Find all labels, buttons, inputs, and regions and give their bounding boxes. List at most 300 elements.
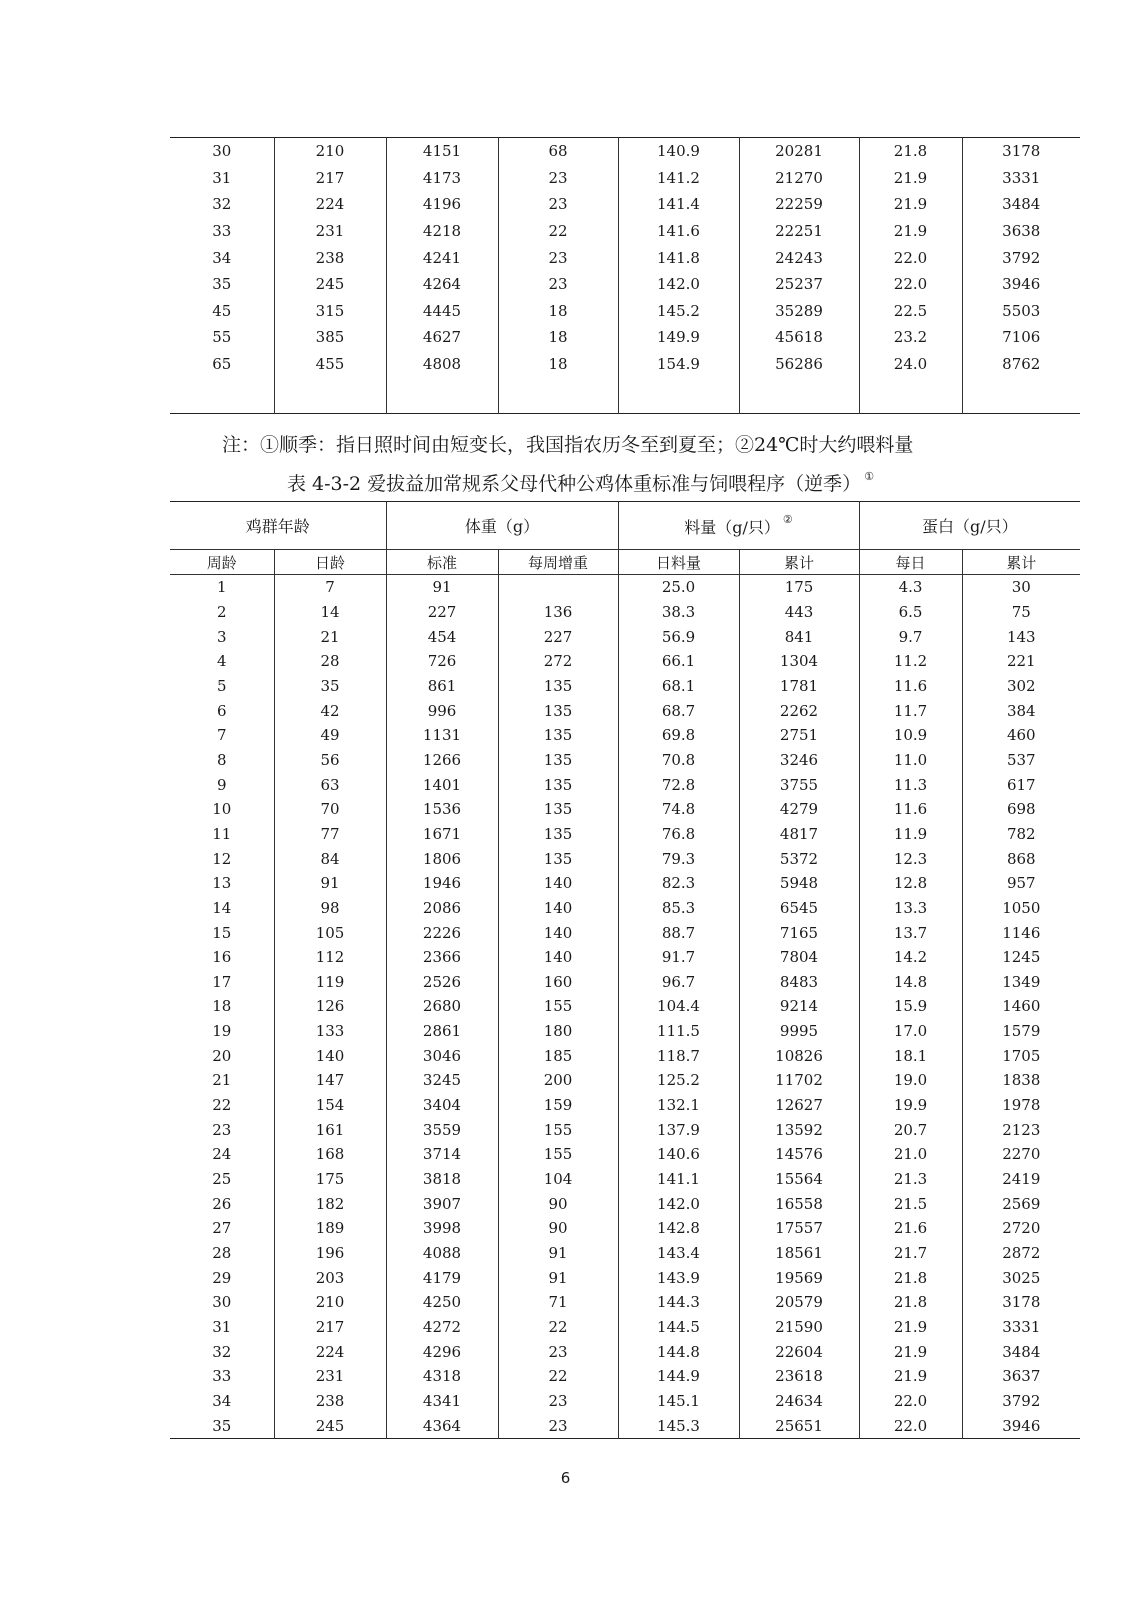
table-cell: 238 [274,1389,386,1414]
table-cell: 2680 [386,994,498,1019]
table-row [170,218,1080,245]
table-cell: 217 [274,165,386,192]
table-cell: 84 [274,846,386,871]
table-cell: 3245 [386,1068,498,1093]
table-cell: 28 [170,1241,274,1266]
table-cell: 245 [274,1413,386,1438]
table-cell: 861 [386,674,498,699]
table-row [170,896,1080,921]
table-cell: 28 [274,649,386,674]
table-cell: 16 [170,945,274,970]
table-cell: 3404 [386,1093,498,1118]
table-cell: 7 [170,723,274,748]
table-cell: 10 [170,797,274,822]
table-cell: 21.9 [859,1315,962,1340]
rooster-weight-feeding-table-body [170,575,1080,1439]
table-cell: 2123 [1002,1120,1041,1139]
table-cell: 144.9 [618,1364,739,1389]
table-cell: 135 [498,797,618,822]
table-cell: 5 [170,674,274,699]
table-cell: 180 [498,1019,618,1044]
table-row [170,797,1080,822]
table-cell: 2226 [386,920,498,945]
table-cell: 5503 [1002,301,1041,320]
table-cell: 1266 [386,748,498,773]
table-cell: 315 [274,298,386,325]
table-cell: 76.8 [618,822,739,847]
table-cell: 74.8 [618,797,739,822]
table-row [170,723,1080,748]
table-cell: 69.8 [618,723,739,748]
table-cell: 25237 [739,271,859,298]
header-daily-feed: 日料量 [618,550,739,575]
table-cell: 221 [1006,652,1036,671]
table-cell: 4279 [739,797,859,822]
table-cell: 142.0 [618,1191,739,1216]
table-cell: 112 [274,945,386,970]
table-cell: 2861 [386,1019,498,1044]
table-cell: 66.1 [618,649,739,674]
table-cell: 1131 [386,723,498,748]
table-cell: 4264 [386,271,498,298]
table-cell: 1946 [386,871,498,896]
table-cell: 22259 [739,191,859,218]
header-feed-footnote-mark: ② [782,513,793,526]
table-cell: 3178 [1002,142,1041,161]
table-cell: 79.3 [618,846,739,871]
table-cell: 203 [274,1265,386,1290]
table-cell: 4196 [386,191,498,218]
table-cell: 4151 [386,138,498,165]
table-cell: 4296 [386,1339,498,1364]
table-row [170,298,1080,325]
table-cell: 384 [1006,701,1036,720]
table-cell: 217 [274,1315,386,1340]
table-cell: 35 [274,674,386,699]
table-row [170,748,1080,773]
table-cell: 10826 [739,1043,859,1068]
table-cell: 144.8 [618,1339,739,1364]
table-cell: 224 [274,191,386,218]
table-cell: 4088 [386,1241,498,1266]
table-cell: 10.9 [859,723,962,748]
table-cell: 12627 [739,1093,859,1118]
table-cell: 3714 [386,1142,498,1167]
table-cell: 12.8 [859,871,962,896]
feeding-table-continued [170,137,1080,414]
table-cell: 22 [170,1093,274,1118]
table-cell: 91.7 [618,945,739,970]
table-cell: 144.5 [618,1315,739,1340]
table-cell: 21590 [739,1315,859,1340]
table-cell: 23 [498,1413,618,1438]
table-cell: 182 [274,1191,386,1216]
table-cell: 4 [170,649,274,674]
header-daily-protein: 每日 [859,550,962,575]
table-row [170,1389,1080,1414]
table-cell: 5948 [739,871,859,896]
table-cell: 200 [498,1068,618,1093]
table-cell: 1401 [386,772,498,797]
header-cumulative-feed: 累计 [739,550,859,575]
table-cell: 20281 [739,138,859,165]
header-standard-weight: 标准 [386,550,498,575]
table-cell: 19569 [739,1265,859,1290]
table-cell: 140 [274,1043,386,1068]
table-cell: 118.7 [618,1043,739,1068]
table-cell: 159 [498,1093,618,1118]
table-cell: 143 [1006,627,1036,646]
table-cell: 23 [498,244,618,271]
header-flock-age: 鸡群年龄 [170,502,386,550]
table-caption [287,469,874,496]
table-cell: 45 [170,298,274,325]
table-cell: 11.6 [859,797,962,822]
table-cell: 22.0 [859,1389,962,1414]
table-cell: 12.3 [859,846,962,871]
table-cell: 1050 [1002,898,1041,917]
table-cell: 20579 [739,1290,859,1315]
table-cell: 175 [739,575,859,600]
table-cell: 13.3 [859,896,962,921]
table-row [170,1093,1080,1118]
table-cell: 141.6 [618,218,739,245]
table-cell: 3559 [386,1117,498,1142]
table-cell: 91 [498,1241,618,1266]
table-row [170,191,1080,218]
table-cell: 14576 [739,1142,859,1167]
table-cell: 21.8 [859,1265,962,1290]
table-row [170,575,1080,600]
table-cell: 135 [498,723,618,748]
table-cell: 4817 [739,822,859,847]
table-row [170,772,1080,797]
table-cell: 7106 [1002,328,1041,347]
table-row [170,1315,1080,1340]
table-cell: 82.3 [618,871,739,896]
table-cell: 96.7 [618,970,739,995]
table-row [170,970,1080,995]
table-row [170,822,1080,847]
table-cell: 19.0 [859,1068,962,1093]
table-cell: 7804 [739,945,859,970]
table-row [170,1019,1080,1044]
table-cell: 1806 [386,846,498,871]
table-cell: 68.7 [618,698,739,723]
table-cell: 841 [739,624,859,649]
table-cell: 537 [1006,750,1036,769]
table-cell: 21.9 [859,1339,962,1364]
table-cell: 140 [498,945,618,970]
table-cell: 15.9 [859,994,962,1019]
table-row [170,1339,1080,1364]
table-cell: 11.3 [859,772,962,797]
table-cell: 8 [170,748,274,773]
header-feed-amount [618,502,859,550]
table-cell: 140 [498,871,618,896]
table-cell: 1838 [1002,1071,1041,1090]
table-cell: 22251 [739,218,859,245]
table-row [170,846,1080,871]
table-cell: 34 [170,244,274,271]
table-row [170,920,1080,945]
table-row [170,1142,1080,1167]
table-cell: 957 [1006,874,1036,893]
table-row [170,1117,1080,1142]
table-cell: 149.9 [618,324,739,351]
table-cell: 3246 [739,748,859,773]
table-cell: 22 [498,1364,618,1389]
table-cell: 68 [498,138,618,165]
table-cell: 12 [170,846,274,871]
table-cell: 3946 [1002,1416,1041,1435]
table-cell: 49 [274,723,386,748]
table-cell: 21270 [739,165,859,192]
table-cell: 22.0 [859,1413,962,1438]
table-cell: 91 [498,1265,618,1290]
table-cell: 13.7 [859,920,962,945]
table-row [170,1265,1080,1290]
header-protein: 蛋白（g/只） [859,502,1080,550]
table-cell: 23618 [739,1364,859,1389]
table-cell: 141.1 [618,1167,739,1192]
table-cell: 11.6 [859,674,962,699]
table-row [170,351,1080,378]
table-cell: 55 [170,324,274,351]
table-cell: 14.2 [859,945,962,970]
table-cell: 144.3 [618,1290,739,1315]
table-cell: 6545 [739,896,859,921]
table-row [170,1191,1080,1216]
table-cell: 145.1 [618,1389,739,1414]
table-cell: 17.0 [859,1019,962,1044]
table-cell: 9995 [739,1019,859,1044]
table-cell: 3484 [1002,1342,1041,1361]
table-cell: 140.9 [618,138,739,165]
table-cell: 33 [170,1364,274,1389]
table-cell: 3046 [386,1043,498,1068]
table-cell: 155 [498,1142,618,1167]
table-cell: 2872 [1002,1244,1041,1263]
table-cell: 210 [274,1290,386,1315]
table-cell: 21.9 [859,218,962,245]
table-cell: 22.0 [859,244,962,271]
table-cell: 23 [498,1389,618,1414]
table-cell: 77 [274,822,386,847]
table-cell: 91 [386,575,498,600]
table-cell: 137.9 [618,1117,739,1142]
table-cell: 6.5 [859,600,962,625]
table-cell: 35 [170,1413,274,1438]
table-cell: 21.9 [859,1364,962,1389]
table-cell: 11 [170,822,274,847]
table-cell: 104 [498,1167,618,1192]
table-cell: 302 [1006,676,1036,695]
table-cell: 2086 [386,896,498,921]
table-cell: 135 [498,846,618,871]
table-cell: 6 [170,698,274,723]
header-day-age: 日龄 [274,550,386,575]
table-cell: 161 [274,1117,386,1142]
table-cell: 3484 [1002,195,1041,214]
table-cell: 19 [170,1019,274,1044]
table-cell: 34 [170,1389,274,1414]
table-cell: 4173 [386,165,498,192]
table-cell: 18.1 [859,1043,962,1068]
table-cell: 90 [498,1191,618,1216]
table-cell: 455 [274,351,386,378]
table-row [170,1216,1080,1241]
table-cell: 227 [498,624,618,649]
table-cell: 30 [1011,578,1031,597]
table-cell: 135 [498,698,618,723]
table-cell: 2366 [386,945,498,970]
table-cell: 154 [274,1093,386,1118]
table-cell: 30 [170,1290,274,1315]
table-cell: 140.6 [618,1142,739,1167]
table-cell: 4272 [386,1315,498,1340]
table-cell: 454 [386,624,498,649]
table-cell: 56.9 [618,624,739,649]
table-cell: 996 [386,698,498,723]
page-number: 6 [560,1469,571,1487]
table-cell: 88.7 [618,920,739,945]
table-cell: 224 [274,1339,386,1364]
table-cell: 22604 [739,1339,859,1364]
table-group-header-row [170,502,1080,550]
table-cell: 245 [274,271,386,298]
table-cell: 154.9 [618,351,739,378]
table-cell: 56286 [739,351,859,378]
table-cell: 168 [274,1142,386,1167]
table-cell: 104.4 [618,994,739,1019]
table-cell: 11.7 [859,698,962,723]
table-cell: 32 [170,191,274,218]
table-cell: 21.7 [859,1241,962,1266]
table-cell: 782 [1006,824,1036,843]
table-cell: 1705 [1002,1046,1041,1065]
table-cell: 26 [170,1191,274,1216]
table-cell: 1146 [1002,923,1041,942]
table-row [170,698,1080,723]
table-cell: 21.9 [859,191,962,218]
table-cell: 3792 [1002,248,1041,267]
table-cell: 4241 [386,244,498,271]
table-cell: 13 [170,871,274,896]
table-cell: 15 [170,920,274,945]
rooster-weight-feeding-table [170,501,1080,1439]
table-cell: 189 [274,1216,386,1241]
table-cell: 145.3 [618,1413,739,1438]
table-cell: 35289 [739,298,859,325]
table-cell: 231 [274,1364,386,1389]
table-cell: 70.8 [618,748,739,773]
table-cell: 71 [498,1290,618,1315]
table-cell: 27 [170,1216,274,1241]
table-cell: 3025 [1002,1268,1041,1287]
table-cell: 21.8 [859,138,962,165]
table-cell: 70 [274,797,386,822]
table-cell: 21.8 [859,1290,962,1315]
table-cell: 23 [498,1339,618,1364]
table-cell: 75 [1011,602,1031,621]
header-cumulative-protein: 累计 [962,550,1080,575]
table-cell: 2720 [1002,1219,1041,1238]
header-body-weight: 体重（g） [386,502,618,550]
table-cell: 23 [498,191,618,218]
table-cell: 35 [170,271,274,298]
table-cell: 2751 [739,723,859,748]
table-cell: 4364 [386,1413,498,1438]
table-cell: 3755 [739,772,859,797]
table-cell: 1245 [1002,948,1041,967]
table-cell: 21.0 [859,1142,962,1167]
table-cell: 617 [1006,775,1036,794]
table-cell: 141.2 [618,165,739,192]
table-cell: 272 [498,649,618,674]
table-cell: 23 [170,1117,274,1142]
table-cell: 22.5 [859,298,962,325]
table-cell: 11702 [739,1068,859,1093]
table-row [170,649,1080,674]
table-cell: 4218 [386,218,498,245]
table-cell: 9214 [739,994,859,1019]
table-cell: 7165 [739,920,859,945]
table-cell: 21 [274,624,386,649]
table-cell: 231 [274,218,386,245]
table-cell: 8762 [1002,355,1041,374]
table-cell: 56 [274,748,386,773]
table-cell: 20 [170,1043,274,1068]
table-cell: 135 [498,748,618,773]
table-cell: 18 [498,351,618,378]
table-cell: 3998 [386,1216,498,1241]
table-cell: 29 [170,1265,274,1290]
table-row [170,324,1080,351]
table-cell: 24634 [739,1389,859,1414]
table-cell: 18561 [739,1241,859,1266]
table-cell: 3907 [386,1191,498,1216]
table-cell: 4318 [386,1364,498,1389]
table-cell: 18 [498,298,618,325]
table-cell: 1536 [386,797,498,822]
table-cell: 45618 [739,324,859,351]
table-row [170,871,1080,896]
table-cell: 22.0 [859,271,962,298]
table-cell: 3178 [1002,1293,1041,1312]
table-row [170,165,1080,192]
table-cell: 2270 [1002,1145,1041,1164]
table-cell: 25.0 [618,575,739,600]
table-row [170,1068,1080,1093]
header-feed-amount-text: 料量（g/只） [684,518,780,537]
table-cell: 23.2 [859,324,962,351]
table-cell: 155 [498,1117,618,1142]
table-sub-header-row [170,550,1080,575]
table-cell: 460 [1006,726,1036,745]
table-row [170,271,1080,298]
table-cell: 698 [1006,800,1036,819]
table-row [170,244,1080,271]
table-cell: 147 [274,1068,386,1093]
table-cell: 38.3 [618,600,739,625]
table-cell: 135 [498,674,618,699]
table-cell: 1 [170,575,274,600]
table-cell: 63 [274,772,386,797]
header-weekly-gain: 每周增重 [498,550,618,575]
table-cell: 726 [386,649,498,674]
table-cell: 126 [274,994,386,1019]
